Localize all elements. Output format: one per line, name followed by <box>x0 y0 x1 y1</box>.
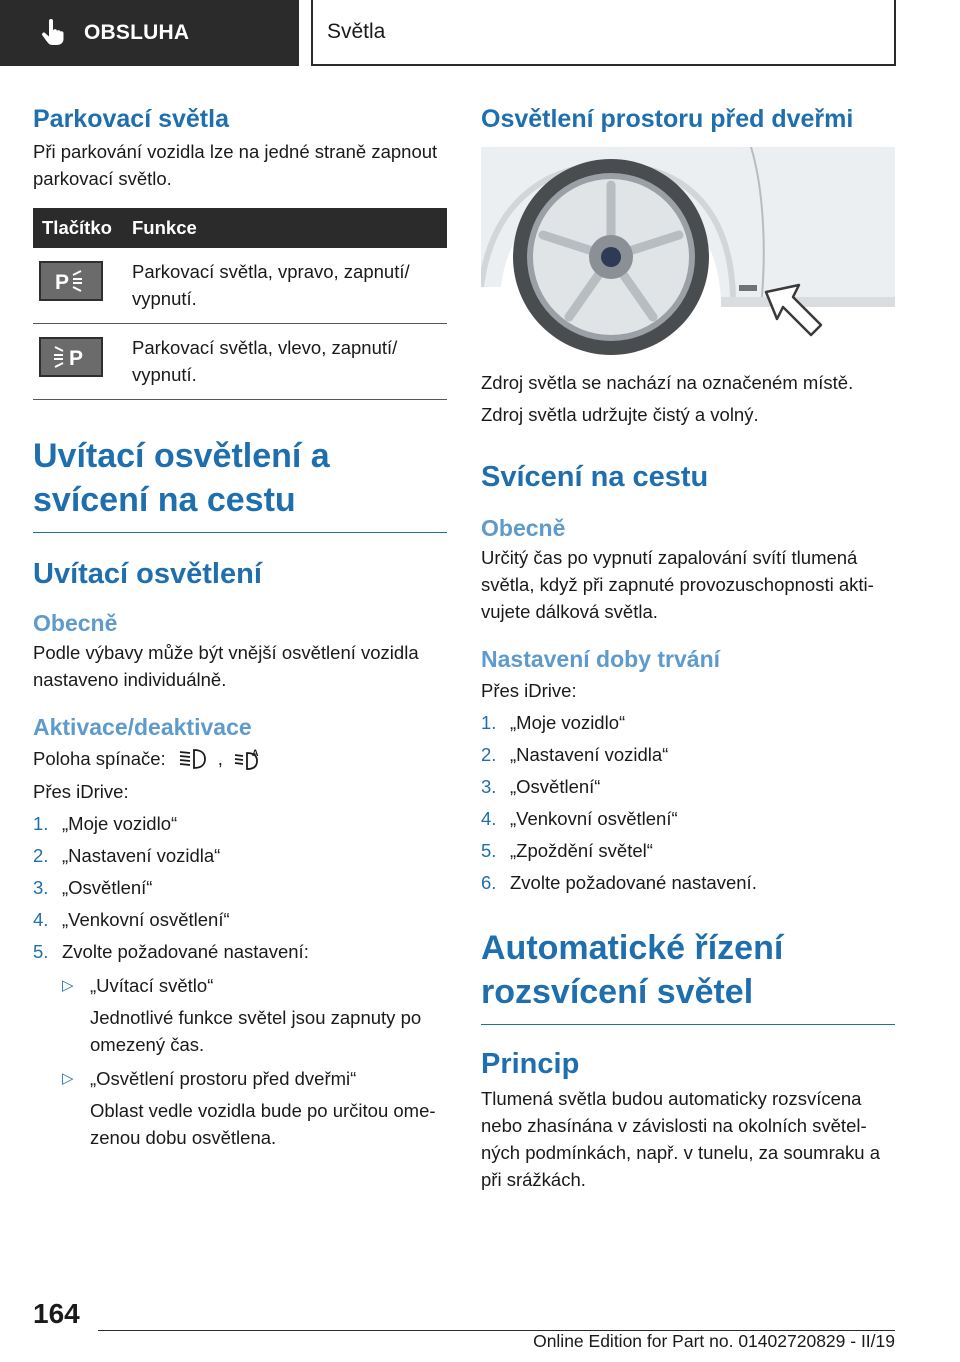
parking-light-left-button <box>39 337 103 377</box>
table-row <box>33 248 447 324</box>
page-number: 164 <box>33 1298 80 1329</box>
option-description: Oblast vedle vozidla bude po určitou ome- zenou dobu osvětlena. <box>90 1100 436 1148</box>
list-item: 5. „Zpoždění světel“ <box>481 840 653 861</box>
welcome-options-list-2 <box>62 1065 447 1092</box>
list-item: 6. Zvolte požadované nastavení. <box>481 872 757 893</box>
list-item: 1. „Moje vozidlo“ <box>481 712 626 733</box>
auto-light-icon <box>233 747 263 771</box>
bullet-triangle-icon: ▷ <box>62 977 74 994</box>
parking-lights-intro: Při parkování vozidla lze na jedné straně zapnout parkovací světlo. <box>33 141 438 189</box>
switch-separator: , <box>217 748 223 769</box>
parking-light-left-icon <box>51 343 91 371</box>
parking-light-right-button <box>39 261 103 301</box>
list-item: ▷ „Uvítací světlo“ <box>62 972 447 999</box>
parking-light-right-icon <box>51 267 91 295</box>
left-column <box>33 104 447 1151</box>
section-label: OBSLUHA <box>84 21 190 44</box>
column-header-button: Tlačítko <box>33 208 123 248</box>
principle-text: Tlumená světla budou automaticky rozsvícena nebo zhasínána v závislosti na okolních světel- ných podmínkách, např. v tunelu, za soumraku a při srážkách. <box>481 1088 880 1190</box>
general-text: Určitý čas po vypnutí zapalování svítí tlumená světla, když při zapnuté provozuschopnosti akti- vujete dálková světla. <box>481 547 874 622</box>
principle-heading: Princip <box>481 1048 580 1080</box>
column-header-function: Funkce <box>123 208 447 248</box>
welcome-options-list <box>62 972 447 999</box>
list-item: 5. Zvolte požadované nastavení: <box>33 941 309 962</box>
parking-lights-heading: Parkovací světla <box>33 105 229 133</box>
duration-heading: Nastavení doby trvání <box>481 646 721 672</box>
svg-text:P: P <box>69 347 84 370</box>
table-header-row <box>33 208 447 248</box>
switch-position-line <box>33 745 447 772</box>
activation-heading: Aktivace/deaktivace <box>33 714 252 740</box>
option-description: Jednotlivé funkce světel jsou zapnuty po omezený čas. <box>90 1007 422 1055</box>
table-cell: Parkovací světla, vlevo, zapnutí/ vypnutí. <box>123 324 447 400</box>
door-light-heading: Osvětlení prostoru před dveřmi <box>481 105 854 133</box>
list-item: 3. „Osvětlení“ <box>33 877 153 898</box>
low-beam-icon <box>178 747 208 771</box>
switch-position-label: Poloha spínače: <box>33 748 166 769</box>
section-tab <box>0 0 299 66</box>
general-heading: Obecně <box>33 610 118 636</box>
svg-text:A: A <box>251 747 259 758</box>
auto-light-heading: Automatické řízení rozsvícení světel <box>481 926 895 1025</box>
list-item: 1. „Moje vozidlo“ <box>33 813 178 834</box>
idrive-label: Přes iDrive: <box>481 680 577 701</box>
bullet-triangle-icon: ▷ <box>62 1070 74 1087</box>
general-heading: Obecně <box>481 515 566 541</box>
welcome-subheading: Uvítací osvětlení <box>33 558 262 590</box>
edition-note: Online Edition for Part no. 01402720829 - II/19 <box>533 1331 895 1351</box>
car-door-area-illustration <box>481 147 895 357</box>
table-cell: Parkovací světla, vpravo, zapnutí/ vypnutí. <box>123 248 447 324</box>
idrive-label: Přes iDrive: <box>33 781 129 802</box>
list-item: 2. „Nastavení vozidla“ <box>33 845 221 866</box>
right-column <box>481 104 895 1193</box>
list-item: 2. „Nastavení vozidla“ <box>481 744 669 765</box>
chapter-tab <box>311 0 896 66</box>
general-text: Podle výbavy může být vnější osvětlení vozidla nastaveno individuálně. <box>33 642 419 690</box>
list-item: 3. „Osvětlení“ <box>481 776 601 797</box>
svg-text:P: P <box>55 271 70 294</box>
home-light-steps-list <box>481 709 895 896</box>
home-light-heading: Svícení na cestu <box>481 461 709 493</box>
door-light-location: Zdroj světla se nachází na označeném místě. <box>481 372 854 393</box>
welcome-steps-list <box>33 810 447 965</box>
table-row <box>33 324 447 400</box>
hand-pointer-icon <box>38 18 68 48</box>
button-function-table <box>33 208 447 400</box>
chapter-label: Světla <box>327 20 386 43</box>
list-item: 4. „Venkovní osvětlení“ <box>481 808 678 829</box>
door-light-care: Zdroj světla udržujte čistý a volný. <box>481 404 759 425</box>
list-item: 4. „Venkovní osvětlení“ <box>33 909 230 930</box>
welcome-light-heading: Uvítací osvětlení a svícení na cestu <box>33 434 447 533</box>
list-item: ▷ „Osvětlení prostoru před dveřmi“ <box>62 1065 447 1092</box>
